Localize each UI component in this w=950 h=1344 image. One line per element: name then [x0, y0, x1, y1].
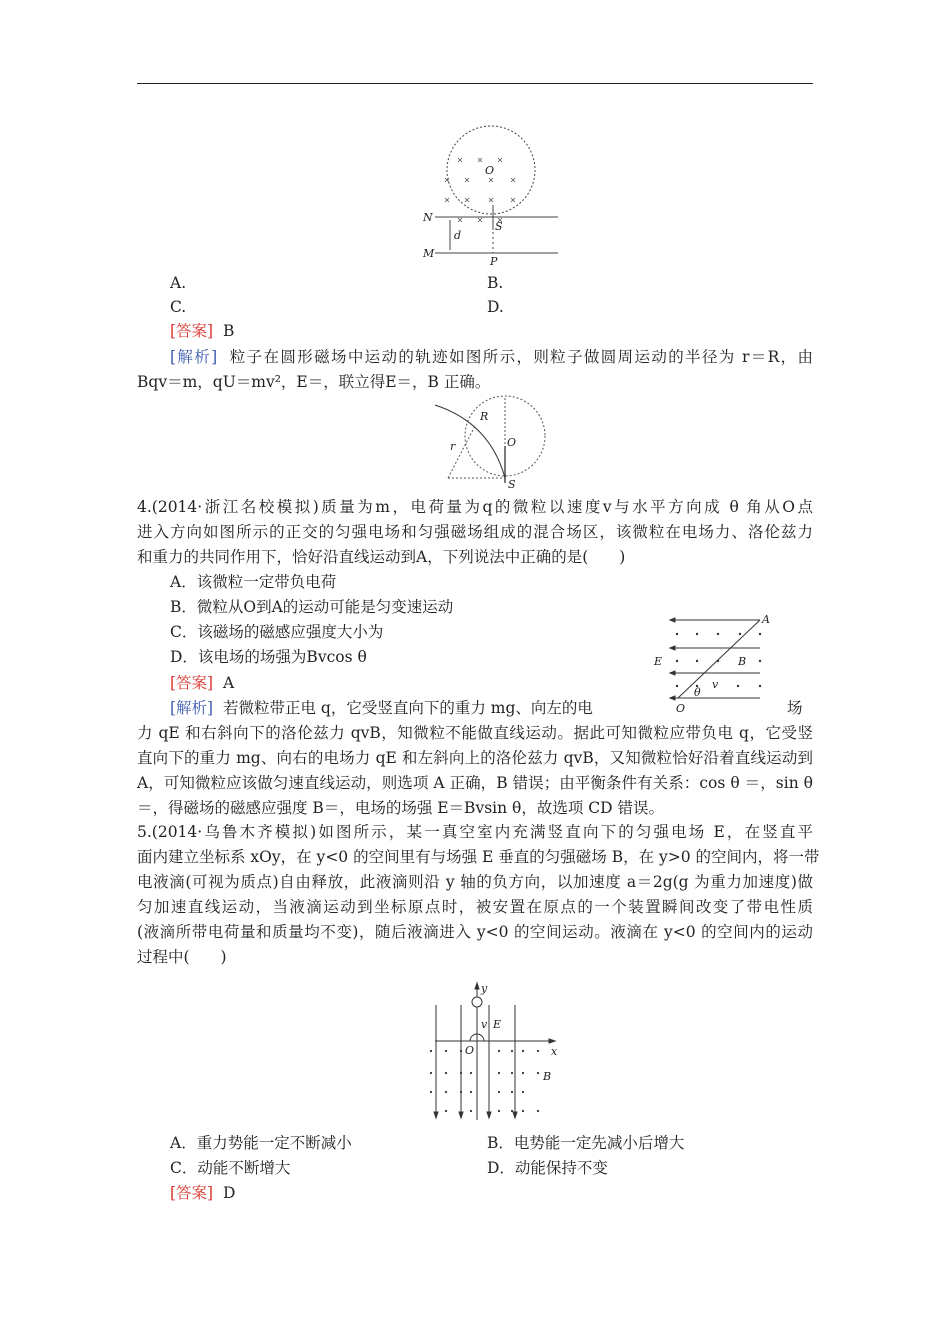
label-M: M [423, 247, 435, 260]
q5-option-b: B．电势能一定先减小后增大 [487, 1134, 685, 1152]
label-x: x [551, 1045, 558, 1058]
label-O: O [676, 702, 686, 715]
q5-option-d: D．动能保持不变 [487, 1159, 608, 1177]
q4-option-a: A．该微粒一定带负电荷 [170, 573, 337, 591]
q3-option-b: B. [487, 274, 504, 292]
label-v: v [712, 678, 719, 691]
analysis-text: 粒子在圆形磁场中运动的轨迹如图所示，则粒子做圆周运动的半径为 r＝R，由 [229, 348, 813, 366]
label-B: B [738, 655, 747, 668]
q5-option-a: A．重力势能一定不断减小 [170, 1134, 352, 1152]
answer-value: B [222, 322, 235, 340]
q5-stem-line-5: (液滴所带电荷量和质量均不变)，随后液滴进入 y<0 的空间运动。液滴在 y<0 的空间内的运动 [137, 923, 813, 941]
q4-analysis-line-1 [170, 696, 593, 720]
answer-tag: [答案] [170, 1184, 214, 1202]
q5-stem-line-4: 匀加速直线运动，当液滴运动到坐标原点时，被安置在原点的一个装置瞬间改变了带电性质 [137, 898, 813, 916]
label-O: O [485, 164, 495, 177]
q4-option-c: C．该磁场的磁感应强度大小为 [170, 623, 384, 641]
answer-value: A [222, 674, 235, 692]
q5-option-c: C．动能不断增大 [170, 1159, 291, 1177]
label-E: E [654, 655, 663, 668]
q4-analysis-line-3: 直向下的重力 mg、向右的电场力 qE 和左斜向上的洛伦兹力 qvB，又知微粒恰好沿着直线运动到 [137, 749, 813, 767]
q3-option-c: C. [170, 298, 187, 316]
q5-figure-coordinate-fields [415, 980, 565, 1125]
answer-tag: [答案] [170, 322, 214, 340]
q4-option-d: D．该电场的场强为Bvcos θ [170, 648, 367, 666]
q3-figure-trajectory [430, 398, 550, 491]
label-d: d [454, 229, 462, 242]
q4-stem-line-1: 4.(2014·浙江名校模拟)质量为m，电荷量为q的微粒以速度v与水平方向成 θ 角从O点 [137, 498, 813, 516]
q3-analysis-line-2: Bqv＝m，qU＝mv²，E＝，联立得E＝，B 正确。 [137, 373, 491, 391]
analysis-text: 若微粒带正电 q，它受竖直向下的重力 mg、向左的电 [222, 699, 593, 717]
label-O: O [507, 436, 517, 449]
q5-stem-line-2: 面内建立坐标系 xOy，在 y<0 的空间里有与场强 E 垂直的匀强磁场 B，在 y>0 的空间内，将一带 [137, 848, 820, 866]
q4-stem-line-3: 和重力的共同作用下，恰好沿直线运动到A，下列说法中正确的是( ) [137, 548, 626, 566]
q5-stem-line-1: 5.(2014·乌鲁木齐模拟)如图所示，某一真空室内充满竖直向下的匀强电场 E，在竖直平 [137, 823, 813, 841]
q3-analysis-line-1 [170, 345, 813, 369]
label-theta: θ [694, 686, 701, 699]
answer-value: D [222, 1184, 236, 1202]
q4-analysis-line-2: 力 qE 和右斜向下的洛伦兹力 qvB，知微粒不能做直线运动。据此可知微粒应带负电 q，它受竖 [137, 724, 813, 742]
q5-answer [170, 1181, 235, 1205]
analysis-tag: [解析] [170, 348, 218, 366]
label-A: A [762, 613, 770, 626]
q5-stem-line-3: 电液滴(可视为质点)自由释放，此液滴则沿 y 轴的负方向，以加速度 a＝2g(g 为重力加速度)做 [137, 873, 813, 891]
q3-figure-circle-field [415, 150, 565, 268]
label-v: v [481, 1018, 488, 1031]
magnetic-field-dot-marks [676, 633, 761, 687]
label-B: B [543, 1070, 552, 1083]
label-y: y [481, 982, 488, 995]
label-R: R [480, 410, 489, 423]
label-r: r [450, 440, 456, 453]
q4-answer [170, 671, 234, 695]
label-E: E [493, 1018, 502, 1031]
q4-stem-line-2: 进入方向如图所示的正交的匀强电场和匀强磁场组成的混合场区，该微粒在电场力、洛伦兹力 [137, 523, 813, 541]
q5-stem-line-6: 过程中( ) [137, 948, 227, 966]
q4-figure-crossed-fields [654, 610, 780, 725]
q4-analysis-line-5: ＝，得磁场的磁感应强度 B＝，电场的场强 E＝Bvsin θ，故选项 CD 错误。 [137, 799, 665, 817]
answer-tag: [答案] [170, 674, 214, 692]
label-O: O [465, 1044, 475, 1057]
magnetic-field-dot-marks [430, 1050, 539, 1112]
label-S: S [495, 220, 503, 233]
q3-option-a: A. [170, 274, 187, 292]
q4-analysis-line-4: A，可知微粒应该做匀速直线运动，则选项 A 正确，B 错误；由平衡条件有关系：cos θ ＝，sin θ [137, 774, 813, 792]
q3-option-d: D. [487, 298, 504, 316]
q3-answer [170, 319, 234, 343]
label-N: N [423, 211, 433, 224]
label-P: P [490, 255, 498, 268]
q4-option-b: B．微粒从O到A的运动可能是匀变速运动 [170, 598, 454, 616]
analysis-tag: [解析] [170, 699, 214, 717]
header-rule [137, 83, 813, 84]
label-S: S [508, 478, 516, 491]
q4-analysis-line-1-end: 场 [787, 699, 803, 717]
